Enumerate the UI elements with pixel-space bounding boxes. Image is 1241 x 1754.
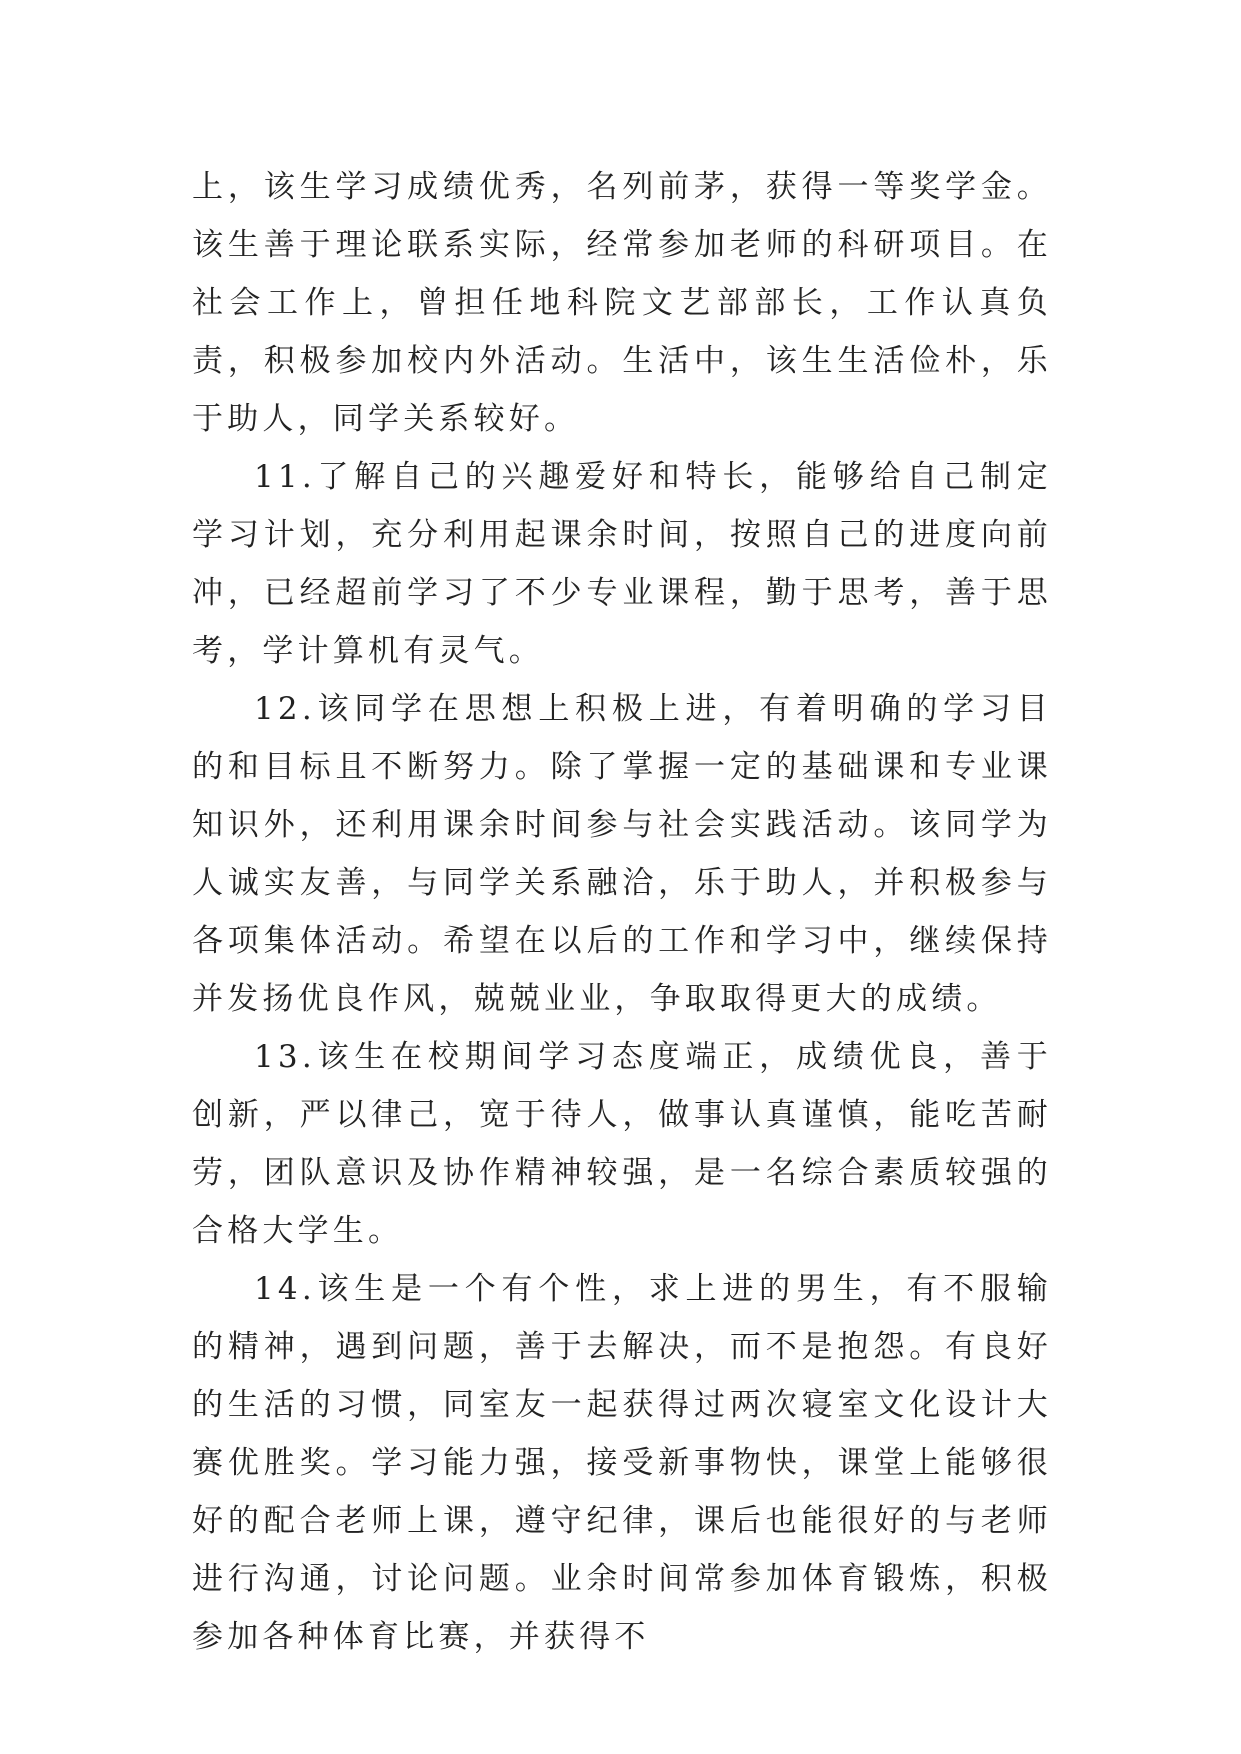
paragraph-item-14: 14.该生是一个有个性，求上进的男生，有不服输的精神，遇到问题，善于去解决，而不是抱怨。有良好的生活的习惯，同室友一起获得过两次寝室文化设计大赛优胜奖。学习能力强，接受新事物快，课堂上能够很好的配合老师上课，遵守纪律，课后也能很好的与老师进行沟通，讨论问题。业余时间常参加体育锻炼，积极参加各种体育比赛，并获得不: [192, 1271, 1052, 1655]
paragraph-item-12: 12.该同学在思想上积极上进，有着明确的学习目的和目标且不断努力。除了掌握一定的基础课和专业课知识外，还利用课余时间参与社会实践活动。该同学为人诚实友善，与同学关系融洽，乐于助人，并积极参与各项集体活动。希望在以后的工作和学习中，继续保持并发扬优良作风，兢兢业业，争取取得更大的成绩。: [192, 691, 1052, 1017]
paragraph-continuation: 上，该生学习成绩优秀，名列前茅，获得一等奖学金。该生善于理论联系实际，经常参加老师的科研项目。在社会工作上，曾担任地科院文艺部部长，工作认真负责，积极参加校内外活动。生活中，该生生活俭朴，乐于助人，同学关系较好。: [192, 169, 1052, 437]
document-body: [192, 158, 1052, 1666]
paragraph-item-11: 11.了解自己的兴趣爱好和特长，能够给自己制定学习计划，充分利用起课余时间，按照自己的进度向前冲，已经超前学习了不少专业课程，勤于思考，善于思考，学计算机有灵气。: [192, 459, 1052, 669]
paragraph-item-13: 13.该生在校期间学习态度端正，成绩优良，善于创新，严以律己，宽于待人，做事认真谨慎，能吃苦耐劳，团队意识及协作精神较强，是一名综合素质较强的合格大学生。: [192, 1039, 1052, 1249]
